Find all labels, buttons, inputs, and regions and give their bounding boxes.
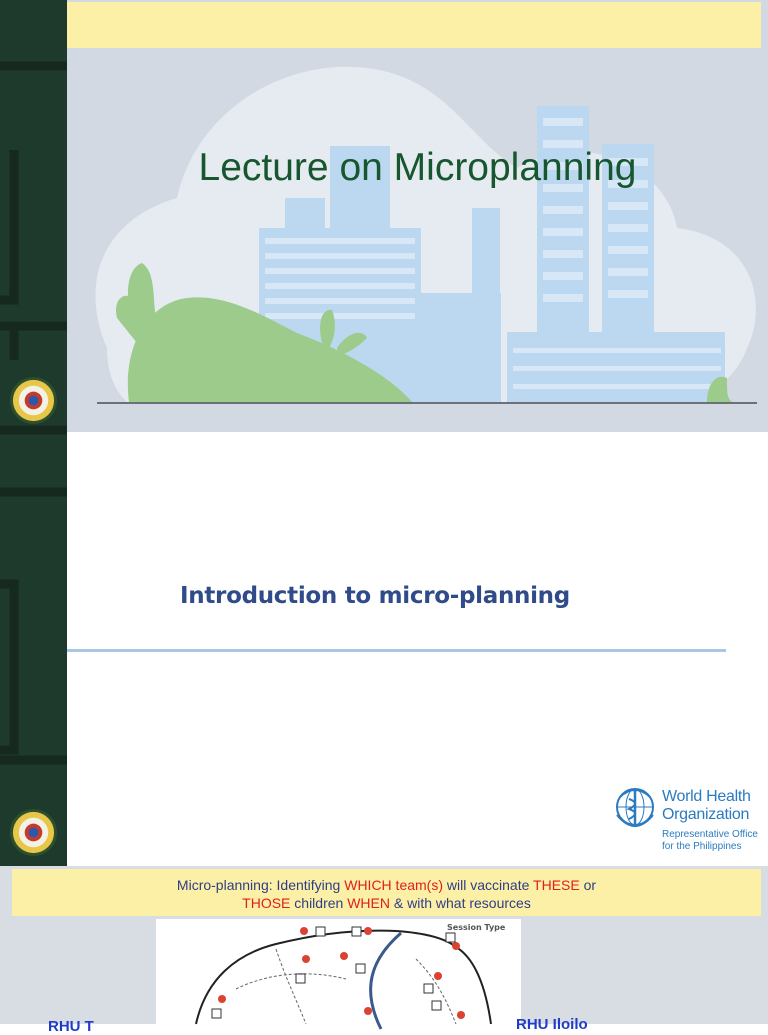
- banner-text: or: [579, 877, 597, 893]
- sidebar-pattern: [0, 0, 67, 866]
- left-sidebar: [0, 0, 67, 866]
- banner-text: will vaccinate: [443, 877, 534, 893]
- banner-emphasis: THOSE: [242, 895, 291, 911]
- definition-banner: [12, 869, 761, 916]
- rhu-label-right: RHU Iloilo: [516, 1016, 588, 1033]
- doh-seal-logo: [9, 376, 58, 425]
- banner-text: Micro-planning: Identifying: [176, 877, 345, 893]
- village-markers: [212, 927, 455, 1018]
- slide-subtitle: Introduction to micro-planning: [180, 583, 570, 609]
- who-org-line2: Organization: [662, 806, 750, 823]
- who-org-name: [662, 788, 751, 824]
- slide-title-text: Lecture on Microplanning: [198, 146, 637, 189]
- who-office-line2: for the Philippines: [662, 841, 742, 852]
- banner-emphasis: WHEN: [347, 895, 390, 911]
- divider-line: [67, 649, 726, 652]
- who-office-name: [662, 829, 758, 853]
- catchment-map-drawing: [156, 919, 521, 1029]
- who-org-line1: World Health: [662, 788, 751, 805]
- banner-emphasis: THESE: [533, 877, 580, 893]
- banner-text: & with what resources: [389, 895, 531, 911]
- banner-line2: [12, 894, 761, 912]
- slide-microplanning: [0, 866, 768, 1035]
- doh-seal-logo: [9, 808, 58, 857]
- session-markers: [218, 927, 465, 1019]
- banner-line1: [12, 876, 761, 894]
- city-illustration: [67, 48, 768, 432]
- catchment-map: [156, 919, 521, 1029]
- rhu-label-left: RHU T: [48, 1018, 94, 1035]
- banner-emphasis: WHICH team(s): [344, 877, 444, 893]
- header-strip: [67, 2, 761, 48]
- who-office-line1: Representative Office: [662, 829, 758, 840]
- banner-text: children: [290, 895, 348, 911]
- map-legend-title: Session Type: [447, 923, 506, 932]
